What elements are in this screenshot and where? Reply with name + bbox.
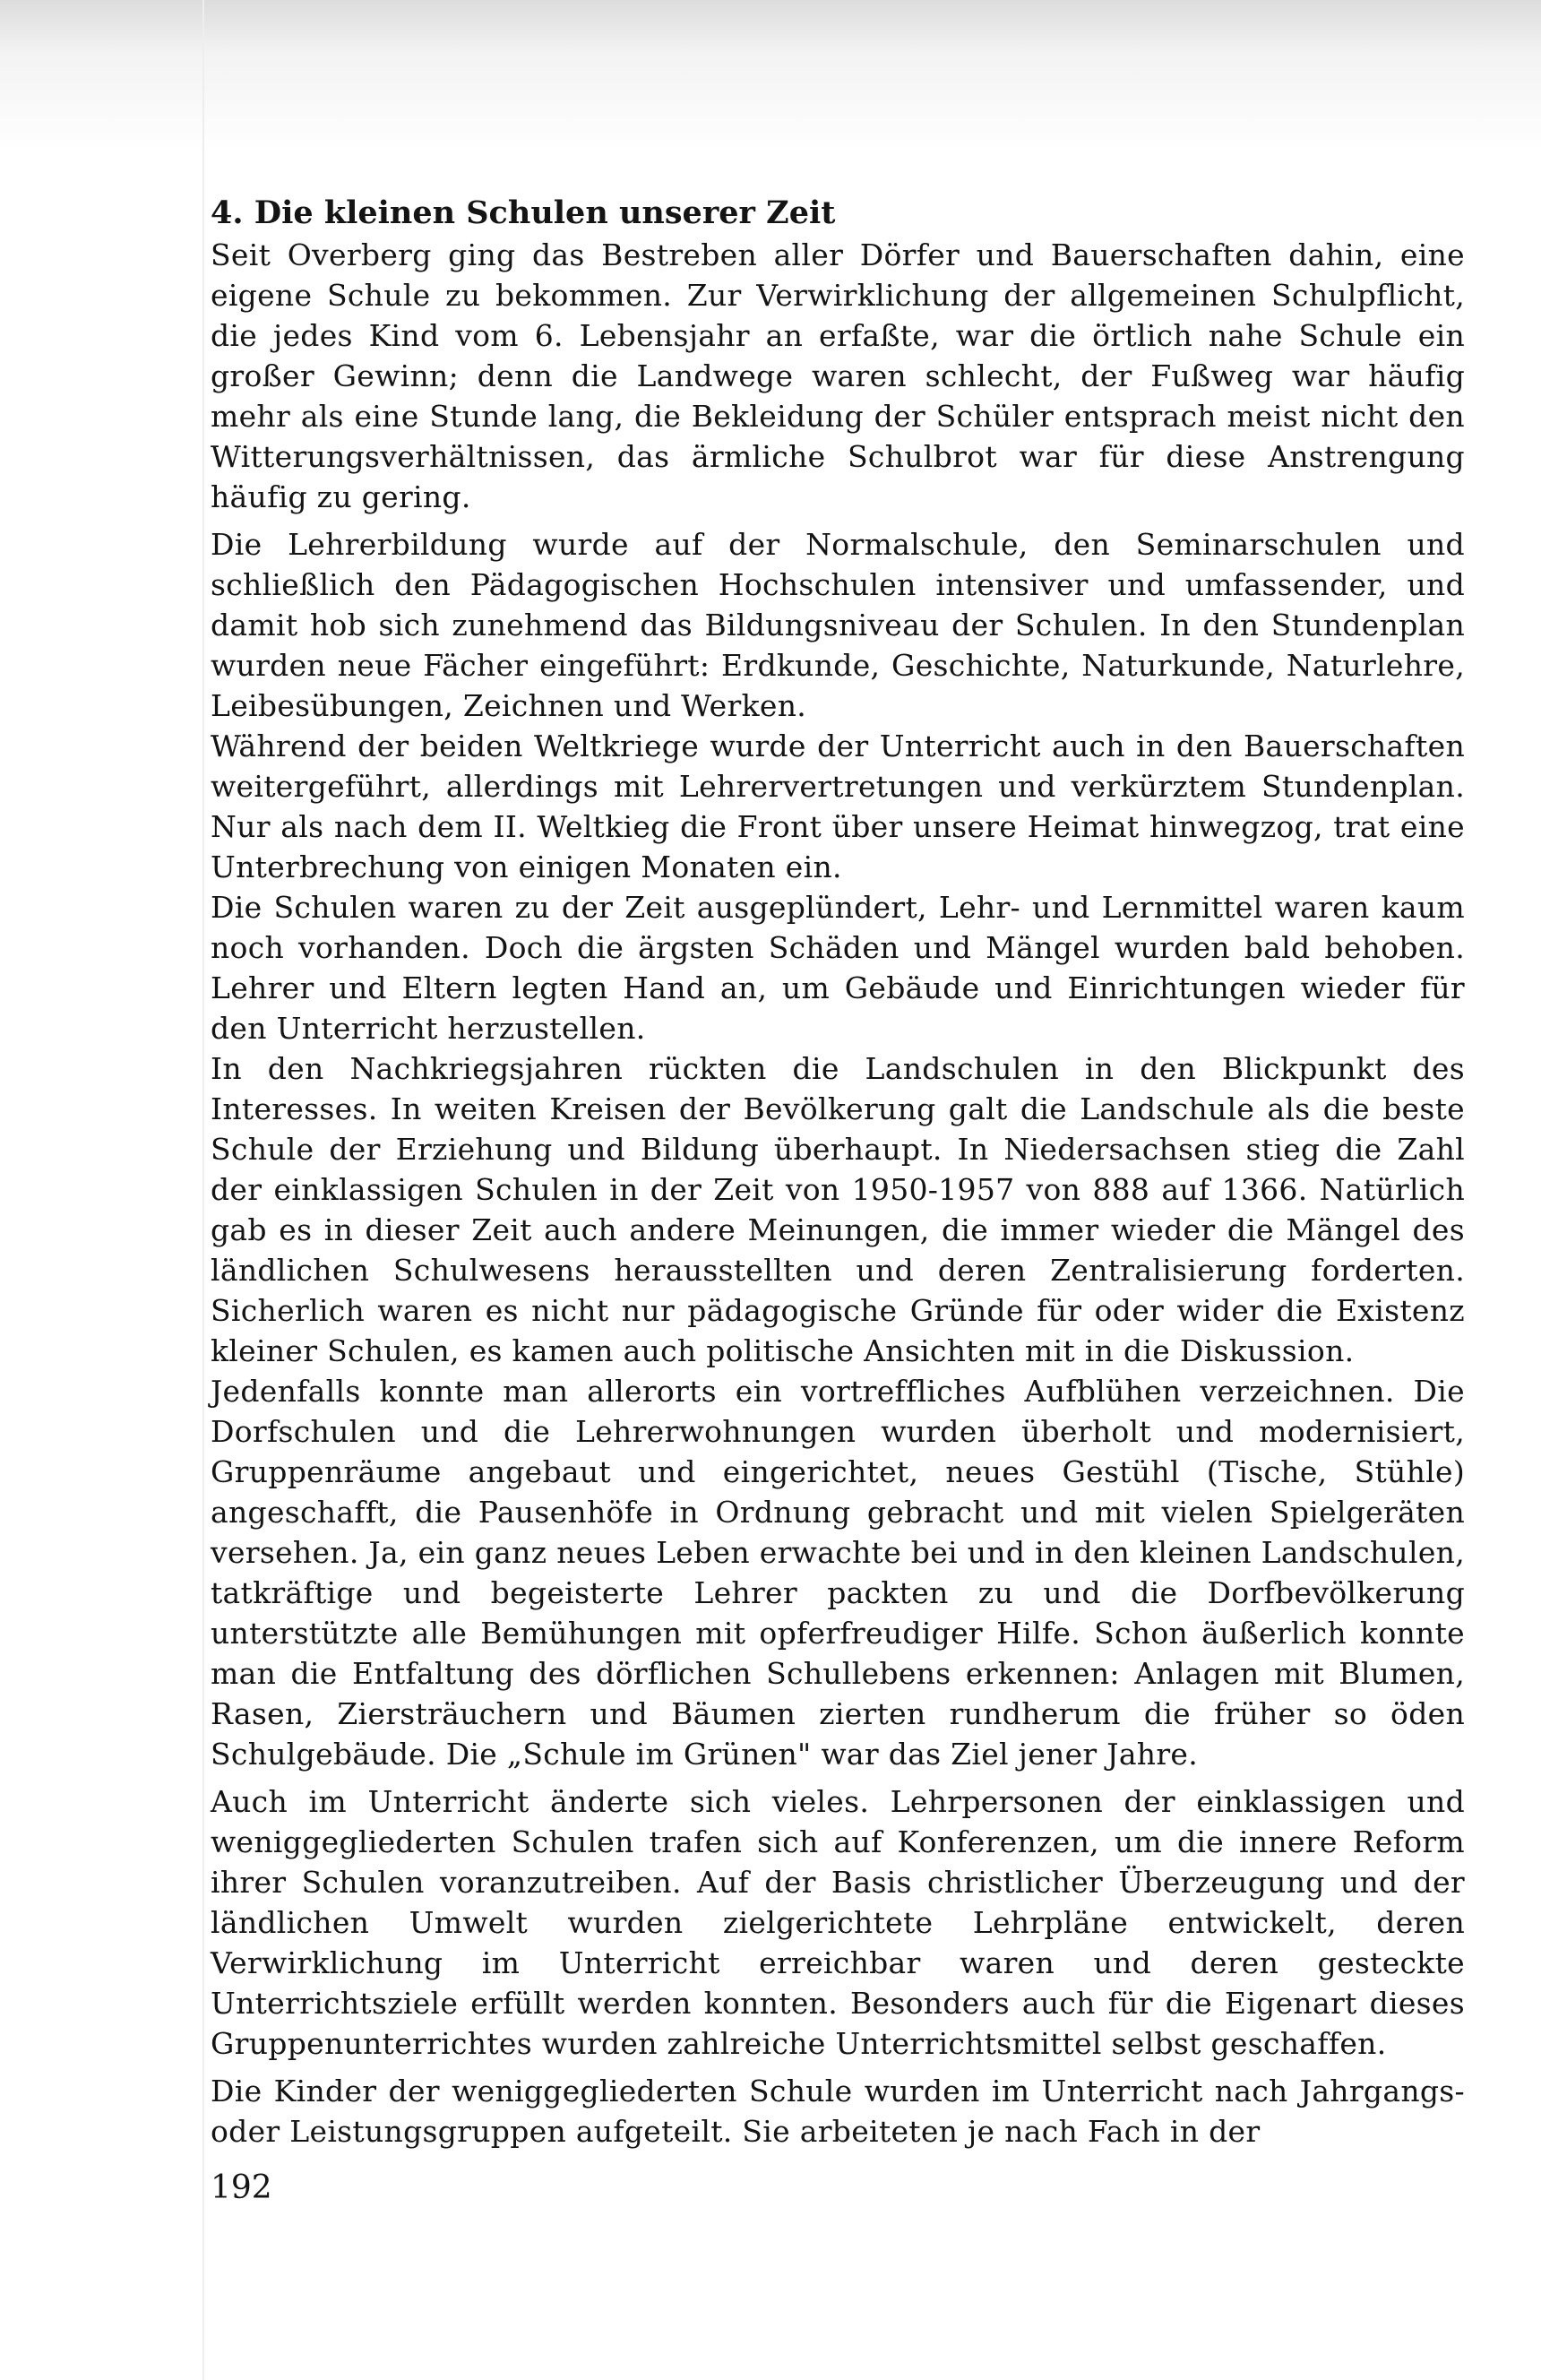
paragraph-1: Seit Overberg ging das Bestreben aller Dörfer und Bauerschaften dahin, eine eigene Schule zu bekommen. Zur Verwirklichung der allgemeinen Schulpflicht, die jedes Kind vom 6. Lebensjahr an erfaßte, war die örtlich nahe Schule ein großer Gewinn; denn die Landwege waren schlecht, der Fußweg war häufig mehr als eine Stunde lang, die Bekleidung der Schüler entsprach meist nicht den Witterungsverhältnissen, das ärmliche Schulbrot war für diese Anstrengung häufig zu gering. xyxy=(211,237,1465,514)
paragraph-5: In den Nachkriegsjahren rückten die Landschulen in den Blickpunkt des Interesses. In weiten Kreisen der Bevölkerung galt die Landschule als die beste Schule der Erziehung und Bildung überhaupt. In Niedersachsen stieg die Zahl der einklassigen Schulen in der Zeit von 1950-1957 von 888 auf 1366. Natürlich gab es in dieser Zeit auch andere Meinungen, die immer wieder die Mängel des ländlichen Schulwesens herausstellten und deren Zentralisierung forderten. Sicherlich waren es nicht nur pädagogische Gründe für oder wider die Existenz kleiner Schulen, es kamen auch politische Ansichten mit in die Diskussion. xyxy=(211,1051,1465,1368)
paragraph-6: Jedenfalls konnte man allerorts ein vortreffliches Aufblühen verzeichnen. Die Dorfschulen und die Lehrerwohnungen wurden überholt und modernisiert, Gruppenräume angebaut und eingerichtet, neues Gestühl (Tische, Stühle) angeschafft, die Pausenhöfe in Ordnung gebracht und mit vielen Spielgeräten versehen. Ja, ein ganz neues Leben erwachte bei und in den kleinen Landschulen, tatkräftige und begeisterte Lehrer packten zu und die Dorfbevölkerung unterstützte alle Bemühungen mit opferfreudiger Hilfe. Schon äußerlich konnte man die Entfaltung des dörflichen Schullebens erkennen: Anlagen mit Blumen, Rasen, Ziersträuchern und Bäumen zierten rundherum die früher so öden Schulgebäude. Die „Schule im Grünen" war das Ziel jener Jahre. xyxy=(211,1374,1465,1772)
paragraph-2: Die Lehrerbildung wurde auf der Normalschule, den Seminarschulen und schließlich den Pädagogischen Hochschulen intensiver und umfassender, und damit hob sich zunehmend das Bildungsniveau der Schulen. In den Stundenplan wurden neue Fächer eingeführt: Erdkunde, Geschichte, Naturkunde, Naturlehre, Leibesübungen, Zeichnen und Werken. xyxy=(211,527,1465,723)
page-content xyxy=(211,192,1465,2151)
paragraph-4: Die Schulen waren zu der Zeit ausgeplündert, Lehr- und Lernmittel waren kaum noch vorhanden. Doch die ärgsten Schäden und Mängel wurden bald behoben. Lehrer und Eltern legten Hand an, um Gebäude und Einrichtungen wieder für den Unterricht herzustellen. xyxy=(211,890,1465,1046)
page-fold-shadow xyxy=(202,0,204,2380)
section-heading: 4. Die kleinen Schulen unserer Zeit xyxy=(211,194,836,231)
paragraph-8: Die Kinder der weniggegliederten Schule wurden im Unterricht nach Jahrgangs- oder Leistungsgruppen aufgeteilt. Sie arbeiteten je nach Fach in der xyxy=(211,2074,1465,2149)
page-number: 192 xyxy=(211,2169,272,2206)
paragraph-7: Auch im Unterricht änderte sich vieles. Lehrpersonen der einklassigen und weniggegliederten Schulen trafen sich auf Konferenzen, um die innere Reform ihrer Schulen voranzutreiben. Auf der Basis christlicher Überzeugung und der ländlichen Umwelt wurden zielgerichtete Lehrpläne entwickelt, deren Verwirklichung im Unterricht erreichbar waren und deren gesteckte Unterrichtsziele erfüllt werden konnten. Besonders auch für die Eigenart dieses Gruppenunterrichtes wurden zahlreiche Unterrichtsmittel selbst geschaffen. xyxy=(211,1784,1465,2061)
paragraph-3: Während der beiden Weltkriege wurde der Unterricht auch in den Bauerschaften weitergeführt, allerdings mit Lehrervertretungen und verkürztem Stundenplan. Nur als nach dem II. Weltkieg die Front über unsere Heimat hinwegzog, trat eine Unterbrechung von einigen Monaten ein. xyxy=(211,729,1465,884)
